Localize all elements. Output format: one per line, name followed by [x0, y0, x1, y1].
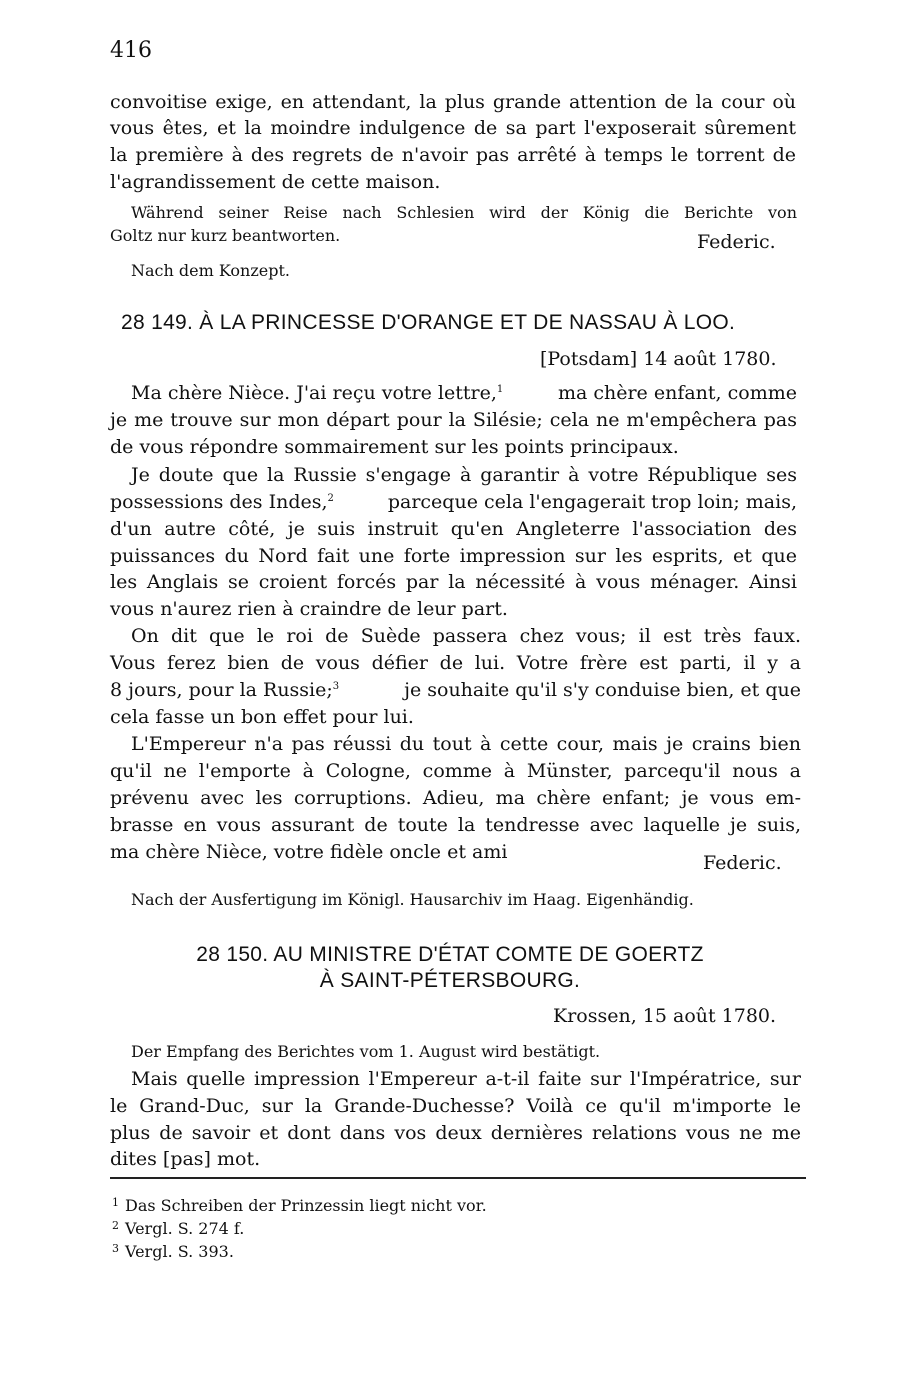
body-line: puissances du Nord fait une forte impression sur les esprits, et que — [110, 545, 797, 567]
body-line: Mais quelle impression l'Empereur a-t-il faite sur l'Impératrice, sur — [131, 1068, 801, 1090]
body-line: l'agrandissement de cette maison. — [110, 171, 441, 193]
body-line: Vous ferez bien de vous défier de lui. Votre frère est parti, il y a — [110, 652, 801, 674]
body-line: dites [pas] mot. — [110, 1148, 261, 1170]
body-text: je souhaite qu'il s'y conduise bien, et que — [404, 679, 801, 701]
body-line: cela fasse un bon effet pour lui. — [110, 706, 414, 728]
body-line — [131, 380, 797, 407]
footnote-text: Vergl. S. 393. — [125, 1242, 234, 1261]
body-line: de vous répondre sommairement sur les points principaux. — [110, 436, 679, 458]
source-note: Nach dem Konzept. — [131, 261, 290, 280]
body-text: possessions des Indes, — [110, 491, 328, 513]
body-line: vous n'aurez rien à craindre de leur part. — [110, 598, 508, 620]
footnote-text: Das Schreiben der Prinzessin liegt nicht vor. — [125, 1196, 487, 1215]
body-line: qu'il ne l'emporte à Cologne, comme à Münster, parcequ'il nous a — [110, 760, 801, 782]
body-line — [110, 677, 801, 704]
body-line: plus de savoir et dont dans vos deux dernières relations vous ne me — [110, 1122, 801, 1144]
body-line: prévenu avec les corruptions. Adieu, ma chère enfant; je vous em- — [110, 787, 801, 809]
letter-heading: 28 149. À LA PRINCESSE D'ORANGE ET DE NASSAU À LOO. — [121, 311, 736, 334]
body-text: parceque cela l'engagerait trop loin; mais, — [387, 491, 797, 513]
body-line: vous êtes, et la moindre indulgence de sa part l'exposerait sûrement — [110, 117, 796, 139]
signature: Federic. — [703, 852, 782, 874]
body-line: On dit que le roi de Suède passera chez vous; il est très faux. — [131, 625, 801, 647]
body-line: le Grand-Duc, sur la Grande-Duchesse? Voilà ce qu'il m'importe le — [110, 1095, 801, 1117]
footnote-mark: 3 — [112, 1242, 119, 1255]
editorial-note: Der Empfang des Berichtes vom 1. August wird bestätigt. — [131, 1042, 601, 1061]
page-number: 416 — [110, 38, 152, 63]
editorial-note: Während seiner Reise nach Schlesien wird der König die Berichte von — [131, 203, 797, 222]
footnote-ref: 2 — [327, 493, 334, 504]
footnote-text: Vergl. S. 274 f. — [125, 1219, 245, 1238]
body-line: ma chère Nièce, votre fidèle oncle et ami — [110, 841, 508, 863]
editorial-note: Goltz nur kurz beantworten. — [110, 226, 341, 245]
footnote — [112, 1237, 234, 1264]
body-text: Ma chère Nièce. J'ai reçu votre lettre, — [131, 382, 497, 404]
footnote-mark: 1 — [112, 1196, 119, 1209]
footnote-ref: 1 — [496, 384, 504, 395]
body-line: L'Empereur n'a pas réussi du tout à cette cour, mais je crains bien — [131, 733, 801, 755]
body-line: brasse en vous assurant de toute la tendresse avec laquelle je suis, — [110, 814, 801, 836]
body-line: Je doute que la Russie s'engage à garantir à votre République ses — [131, 464, 797, 486]
body-line: la première à des regrets de n'avoir pas arrêté à temps le torrent de — [110, 144, 796, 166]
letter-heading: À SAINT-PÉTERSBOURG. — [319, 969, 581, 992]
letter-date: Krossen, 15 août 1780. — [553, 1005, 777, 1027]
footnote-ref: 3 — [332, 681, 340, 692]
body-line: les Anglais se croient forcés par la nécessité à vous ménager. Ainsi — [110, 571, 797, 593]
body-text: ma chère enfant, comme — [557, 382, 797, 404]
body-line: je me trouve sur mon départ pour la Silésie; cela ne m'empêchera pas — [110, 409, 797, 431]
body-text: 8 jours, pour la Russie; — [110, 679, 333, 701]
signature: Federic. — [697, 231, 776, 253]
letter-heading: 28 150. AU MINISTRE D'ÉTAT COMTE DE GOERTZ — [196, 943, 704, 966]
source-note: Nach der Ausfertigung im Königl. Hausarchiv im Haag. Eigenhändig. — [131, 890, 694, 909]
footnote-rule — [110, 1177, 806, 1179]
letter-date: [Potsdam] 14 août 1780. — [540, 348, 777, 370]
body-line: convoitise exige, en attendant, la plus grande attention de la cour où — [110, 91, 796, 113]
body-line — [110, 489, 797, 516]
body-line: d'un autre côté, je suis instruit qu'en Angleterre l'association des — [110, 518, 797, 540]
footnote-mark: 2 — [112, 1219, 119, 1232]
